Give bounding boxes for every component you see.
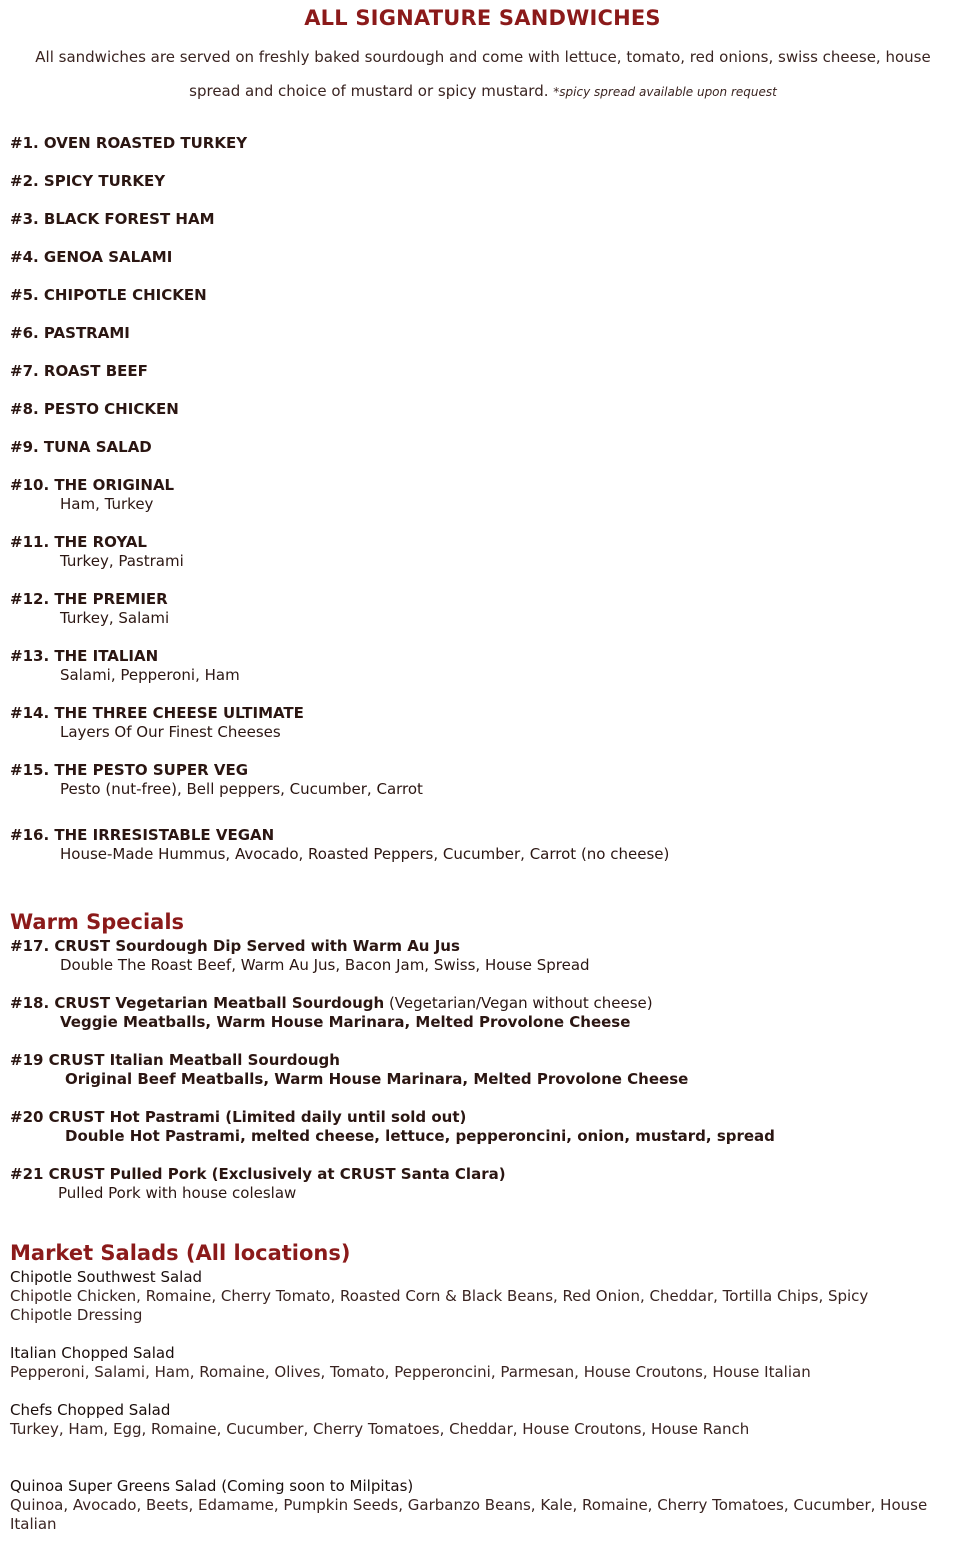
sandwich-name: #6. PASTRAMI	[10, 324, 130, 342]
sandwich-item-12	[10, 590, 169, 628]
page-title: ALL SIGNATURE SANDWICHES	[304, 6, 661, 30]
sandwich-description: House-Made Hummus, Avocado, Roasted Peppers, Cucumber, Carrot (no cheese)	[60, 845, 670, 863]
sandwich-item-8	[10, 400, 179, 419]
warm-special-item-19	[10, 1051, 688, 1089]
special-note: (Vegetarian/Vegan without cheese)	[384, 994, 653, 1012]
salad-description: Pepperoni, Salami, Ham, Romaine, Olives, Tomato, Pepperoncini, Parmesan, House Croutons, House Italian	[10, 1363, 811, 1381]
sandwich-description: Turkey, Pastrami	[60, 552, 184, 570]
sandwich-item-11	[10, 533, 184, 571]
special-description: Original Beef Meatballs, Warm House Marinara, Melted Provolone Cheese	[65, 1070, 689, 1088]
salad-name: Chipotle Southwest Salad	[10, 1268, 203, 1286]
sandwich-item-3	[10, 210, 215, 229]
sandwich-name: #4. GENOA SALAMI	[10, 248, 173, 266]
special-name: #20 CRUST Hot Pastrami (Limited daily until sold out)	[10, 1108, 467, 1126]
sandwich-description: Turkey, Salami	[60, 609, 170, 627]
sandwich-name: #2. SPICY TURKEY	[10, 172, 166, 190]
sandwich-name: #3. BLACK FOREST HAM	[10, 210, 215, 228]
sandwich-item-1	[10, 134, 247, 153]
sandwich-item-9	[10, 438, 152, 457]
salad-item-3	[10, 1401, 935, 1439]
sandwich-name: #8. PESTO CHICKEN	[10, 400, 179, 418]
special-description: Double Hot Pastrami, melted cheese, lettuce, pepperoncini, onion, mustard, spread	[65, 1127, 775, 1145]
salad-description: Turkey, Ham, Egg, Romaine, Cucumber, Cherry Tomatoes, Cheddar, House Croutons, House Ranch	[10, 1420, 750, 1438]
sandwich-description: Salami, Pepperoni, Ham	[60, 666, 240, 684]
salad-name: Chefs Chopped Salad	[10, 1401, 171, 1419]
sandwich-name: #5. CHIPOTLE CHICKEN	[10, 286, 207, 304]
warm-special-item-17	[10, 937, 590, 975]
sandwich-name: #11. THE ROYAL	[10, 533, 147, 551]
spicy-spread-note: *spicy spread available upon request	[553, 85, 777, 99]
sandwich-item-16	[10, 826, 669, 864]
sandwich-name: #14. THE THREE CHEESE ULTIMATE	[10, 704, 304, 722]
salad-description: Quinoa, Avocado, Beets, Edamame, Pumpkin Seeds, Garbanzo Beans, Kale, Romaine, Cherry Tomatoes, Cucumber, House Italian	[10, 1496, 928, 1533]
sandwich-item-15	[10, 761, 423, 799]
special-name: #21 CRUST Pulled Pork (Exclusively at CRUST Santa Clara)	[10, 1165, 506, 1183]
sandwich-item-14	[10, 704, 304, 742]
sandwich-item-2	[10, 172, 165, 191]
sandwich-item-7	[10, 362, 148, 381]
sandwich-item-5	[10, 286, 207, 305]
sandwich-description: Layers Of Our Finest Cheeses	[60, 723, 281, 741]
sandwich-description: Pesto (nut-free), Bell peppers, Cucumber, Carrot	[60, 780, 423, 798]
sandwich-name: #15. THE PESTO SUPER VEG	[10, 761, 249, 779]
special-name: #17. CRUST Sourdough Dip Served with Warm Au Jus	[10, 937, 460, 955]
special-description: Pulled Pork with house coleslaw	[58, 1184, 297, 1202]
sandwich-name: #13. THE ITALIAN	[10, 647, 159, 665]
salad-description: Chipotle Chicken, Romaine, Cherry Tomato, Roasted Corn & Black Beans, Red Onion, Cheddar, Tortilla Chips, Spicy Chipotle Dressing	[10, 1287, 869, 1324]
warm-special-item-21	[10, 1165, 506, 1203]
sandwich-item-13	[10, 647, 240, 685]
warm-specials-heading: Warm Specials	[10, 910, 185, 934]
market-salads-subtitle: (All locations)	[178, 1241, 351, 1265]
intro-line-1: All sandwiches are served on freshly baked sourdough and come with lettuce, tomato, red onions, swiss cheese, house	[35, 48, 931, 66]
sandwich-item-4	[10, 248, 172, 267]
intro-paragraph	[8, 40, 958, 109]
special-description: Veggie Meatballs, Warm House Marinara, Melted Provolone Cheese	[60, 1013, 631, 1031]
sandwich-description: Ham, Turkey	[60, 495, 154, 513]
sandwich-name: #10. THE ORIGINAL	[10, 476, 175, 494]
intro-line-2: spread and choice of mustard or spicy mustard.	[189, 82, 549, 100]
special-name: #18. CRUST Vegetarian Meatball Sourdough	[10, 994, 385, 1012]
sandwich-name: #16. THE IRRESISTABLE VEGAN	[10, 826, 275, 844]
sandwich-name: #9. TUNA SALAD	[10, 438, 152, 456]
sandwich-name: #1. OVEN ROASTED TURKEY	[10, 134, 248, 152]
sandwich-item-10	[10, 476, 174, 514]
special-name: #19 CRUST Italian Meatball Sourdough	[10, 1051, 340, 1069]
salad-name: Italian Chopped Salad	[10, 1344, 175, 1362]
salad-item-2	[10, 1344, 935, 1382]
market-salads-heading	[10, 1241, 350, 1265]
sandwich-name: #12. THE PREMIER	[10, 590, 168, 608]
warm-special-item-18	[10, 994, 653, 1032]
market-salads-title: Market Salads	[10, 1241, 179, 1265]
sandwich-item-6	[10, 324, 130, 343]
sandwich-name: #7. ROAST BEEF	[10, 362, 148, 380]
salad-name: Quinoa Super Greens Salad (Coming soon to Milpitas)	[10, 1477, 414, 1495]
special-description: Double The Roast Beef, Warm Au Jus, Bacon Jam, Swiss, House Spread	[60, 956, 590, 974]
warm-special-item-20	[10, 1108, 775, 1146]
salad-item-4	[10, 1477, 935, 1534]
salad-item-1	[10, 1268, 935, 1325]
